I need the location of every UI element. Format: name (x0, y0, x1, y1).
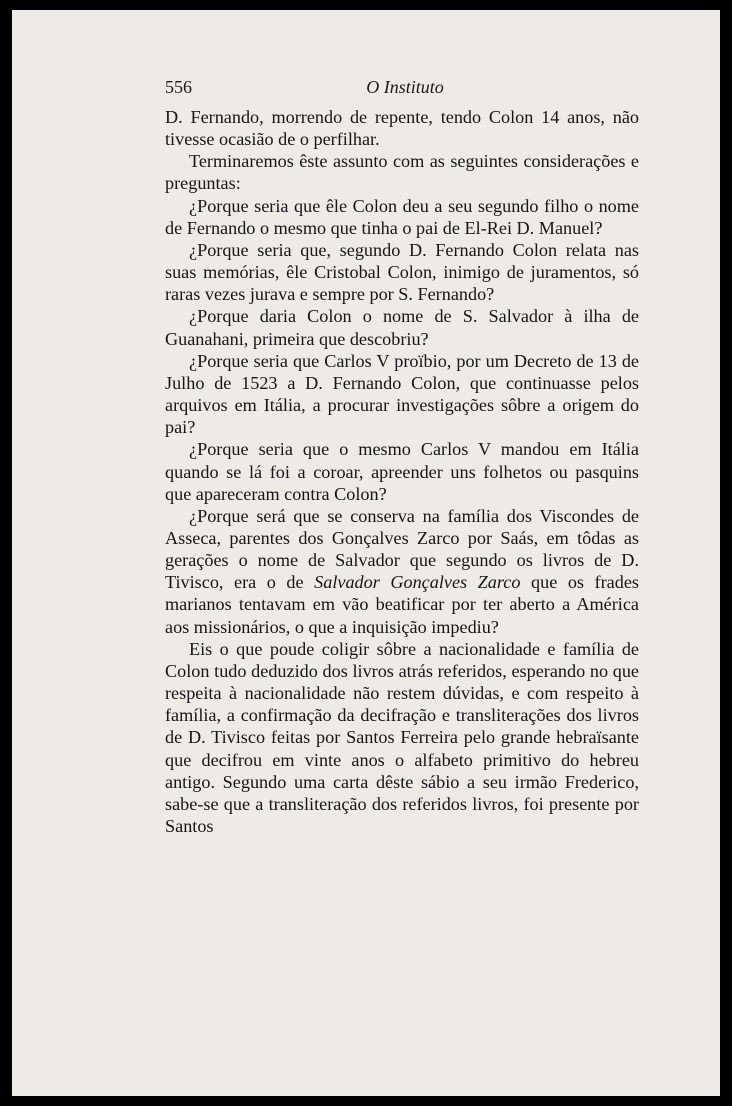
paragraph-8-italic-name: Salvador Gonçalves Zarco (314, 572, 521, 593)
paragraph-7: ¿Porque seria que o mesmo Carlos V mandou em Itália quando se lá foi a coroar, apreender uns folhetos ou pasquins que apareceram contra Colon? (165, 439, 639, 504)
body-text (165, 106, 639, 837)
paragraph-2: Terminaremos êste assunto com as seguintes considerações e preguntas: (165, 151, 639, 194)
paragraph-8-text-after: que os frades marianos tentavam em vão beatificar por ter aberto a América aos missionários, o que a inquisição impediu? (165, 572, 639, 637)
page-number: 556 (165, 77, 192, 97)
paragraph-3: ¿Porque seria que êle Colon deu a seu segundo filho o nome de Fernando o mesmo que tinha o pai de El-Rei D. Manuel? (165, 195, 639, 238)
book-page (12, 10, 720, 1096)
paragraph-9: Eis o que poude coligir sôbre a nacionalidade e família de Colon tudo deduzido dos livros atrás referidos, esperando no que respeita à nacionalidade não restem dúvidas, e com respeito à família, a confirmação da decifração e transliterações dos livros de D. Tivisco feitas por Santos Ferreira pelo grande hebraïsante que decifrou em vinte anos o alfabeto primitivo do hebreu antigo. Segundo uma carta dêste sábio a seu irmão Frederico, sabe-se que a transliteração dos referidos livros, foi presente por Santos (165, 638, 639, 836)
paragraph-5: ¿Porque daria Colon o nome de S. Salvador à ilha de Guanahani, primeira que descobriu? (165, 306, 639, 349)
paragraph-4: ¿Porque seria que, segundo D. Fernando Colon relata nas suas memórias, êle Cristobal Colon, inimigo de juramentos, só raras vezes jurava e sempre por S. Fernando? (165, 239, 639, 305)
page-header (165, 77, 645, 101)
paragraph-1: D. Fernando, morrendo de repente, tendo Colon 14 anos, não tivesse ocasião de o perfilhar. (165, 107, 639, 150)
paragraph-8-text-before: ¿Porque será que se conserva na família dos Viscondes de Asseca, parentes dos Gonçalves Zarco por Saás, em tôdas as gerações o nome de Salvador que segundo os livros de D. Tivisco, era o de (165, 505, 639, 593)
running-title: O Instituto (366, 77, 444, 97)
paragraph-6: ¿Porque seria que Carlos V proïbio, por um Decreto de 13 de Julho de 1523 a D. Fernando Colon, que continuasse pelos arquivos em Itália, a procurar investigações sôbre a origem do pai? (165, 350, 639, 438)
paragraph-8 (165, 505, 639, 638)
